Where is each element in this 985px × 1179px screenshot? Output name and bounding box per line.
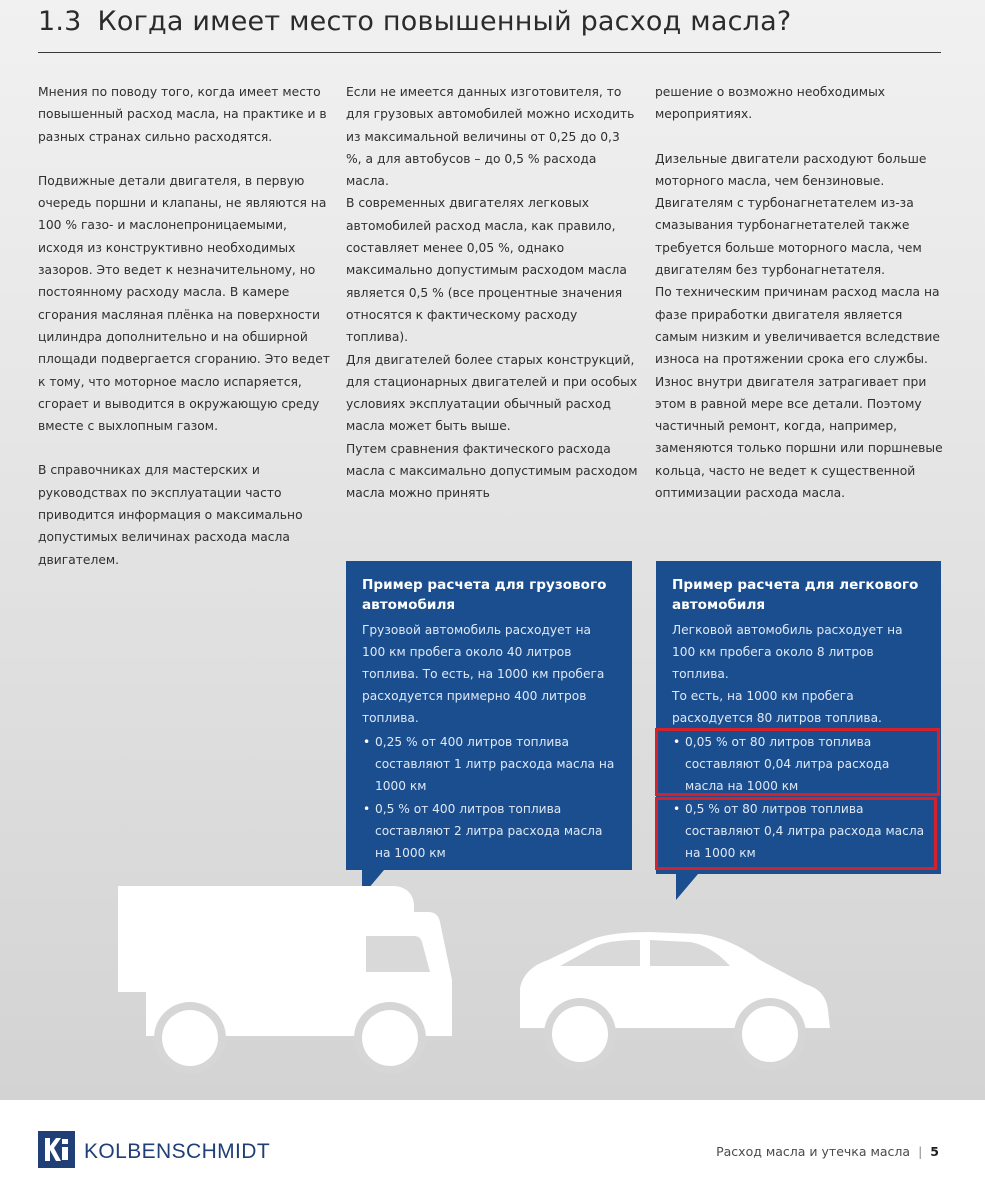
paragraph: Путем сравнения фактического расхода масла с максимально допустимым расходом масла можно принять [346,441,638,501]
callout-title: Пример расчета для грузового автомобиля [362,577,607,613]
paragraph: В справочниках для мастерских и руководствах по эксплуатации часто приводится информация о максимально допустимых величинах расхода масла двигателем. [38,463,303,567]
callout-bullet: • 0,5 % от 400 литров топлива составляют 2 литра расхода масла на 1000 км [375,798,616,865]
document-title: Расход масла и утечка масла [716,1144,911,1159]
page-footer [0,1100,985,1179]
brand-name: KOLBENSCHMIDT [84,1140,271,1163]
callout-bullet: • 0,5 % от 80 литров топлива составляют 0,4 литра расхода масла на 1000 км [685,798,925,865]
paragraph: решение о возможно необходимых мероприятиях. [655,85,886,122]
page-number: 5 [930,1144,939,1159]
callout-text: Грузовой автомобиль расходует на 100 км пробега около 40 литров топлива. То есть, на 1000 км пробега расходуется примерно 400 литров топлива. [362,623,605,725]
paragraph: Двигателям с турбонагнетателем из-за смазывания турбонагнетателей также требуется больше моторного масла, чем двигателям без турбонагнетателя. [655,196,922,278]
footer-info [716,1144,939,1159]
section-title: Когда имеет место повышенный расход масла? [97,6,792,37]
paragraph: В современных двигателях легковых автомобилей расход масла, как правило, составляет менее 0,05 %, однако максимально допустимым расходом масла является 0,5 % (все процентные значения относятся к фактическому расходу топлива). [346,196,627,345]
text-column-3 [655,81,947,504]
text-column-1 [38,81,330,571]
paragraph: Мнения по поводу того, когда имеет место повышенный расход масла, на практике и в разных странах сильно расходятся. [38,85,327,144]
car-silhouette-icon [520,932,830,1070]
paragraph: Дизельные двигатели расходуют больше моторного масла, чем бензиновые. [655,151,927,188]
kolbenschmidt-logo-icon [38,1131,75,1168]
callout-bullet-list [362,731,616,865]
callout-bullet: • 0,25 % от 400 литров топлива составляют 1 литр расхода масла на 1000 км [375,731,616,798]
vehicle-silhouettes [0,860,985,1100]
footer-separator: | [918,1144,923,1159]
title-divider [38,52,941,53]
highlight-box [655,728,940,796]
callout-bullet: • 0,05 % от 80 литров топлива составляют 0,04 литра расхода масла на 1000 км [685,731,925,798]
callout-text: То есть, на 1000 км пробега расходуется 80 литров топлива. [672,689,882,725]
paragraph: По техническим причинам расход масла на фазе приработки двигателя является самым низким и увеличивается вследствие износа на протяжении срока его службы. Износ внутри двигателя затрагивает при этом в равной мере все детали. Поэтому частичный ремонт, когда, например, заменяются только поршни или поршневые кольца, часто не ведет к существенной оптимизации расхода масла. [655,285,943,501]
page-title [38,6,941,37]
paragraph: Если не имеется данных изготовителя, то для грузовых автомобилей можно исходить из максимальной величины от 0,25 до 0,3 %, а для автобусов – до 0,5 % расхода масла. [346,85,635,189]
callout-title: Пример расчета для легкового автомобиля [672,577,919,613]
paragraph: Подвижные детали двигателя, в первую очередь поршни и клапаны, не являются на 100 % газо- и маслонепроницаемыми, исходя из конструктивно необходимых зазоров. Это ведет к незначительному, но постоянному расходу масла. В камере сгорания масляная плёнка на поверхности цилиндра дополнительно и на обширной площади подвергается сгоранию. Это ведет к тому, что моторное масло испаряется, сгорает и выводится в окружающую среду вместе с выхлопным газом. [38,173,330,434]
truck-example-callout [346,561,632,870]
text-column-2 [346,81,638,505]
section-number: 1.3 [38,6,82,37]
paragraph: Для двигателей более старых конструкций, для стационарных двигателей и при особых условиях эксплуатации обычный расход масла может быть выше. [346,352,638,434]
truck-silhouette-icon [118,886,452,1074]
callout-text: Легковой автомобиль расходует на 100 км пробега около 8 литров топлива. [672,623,903,681]
